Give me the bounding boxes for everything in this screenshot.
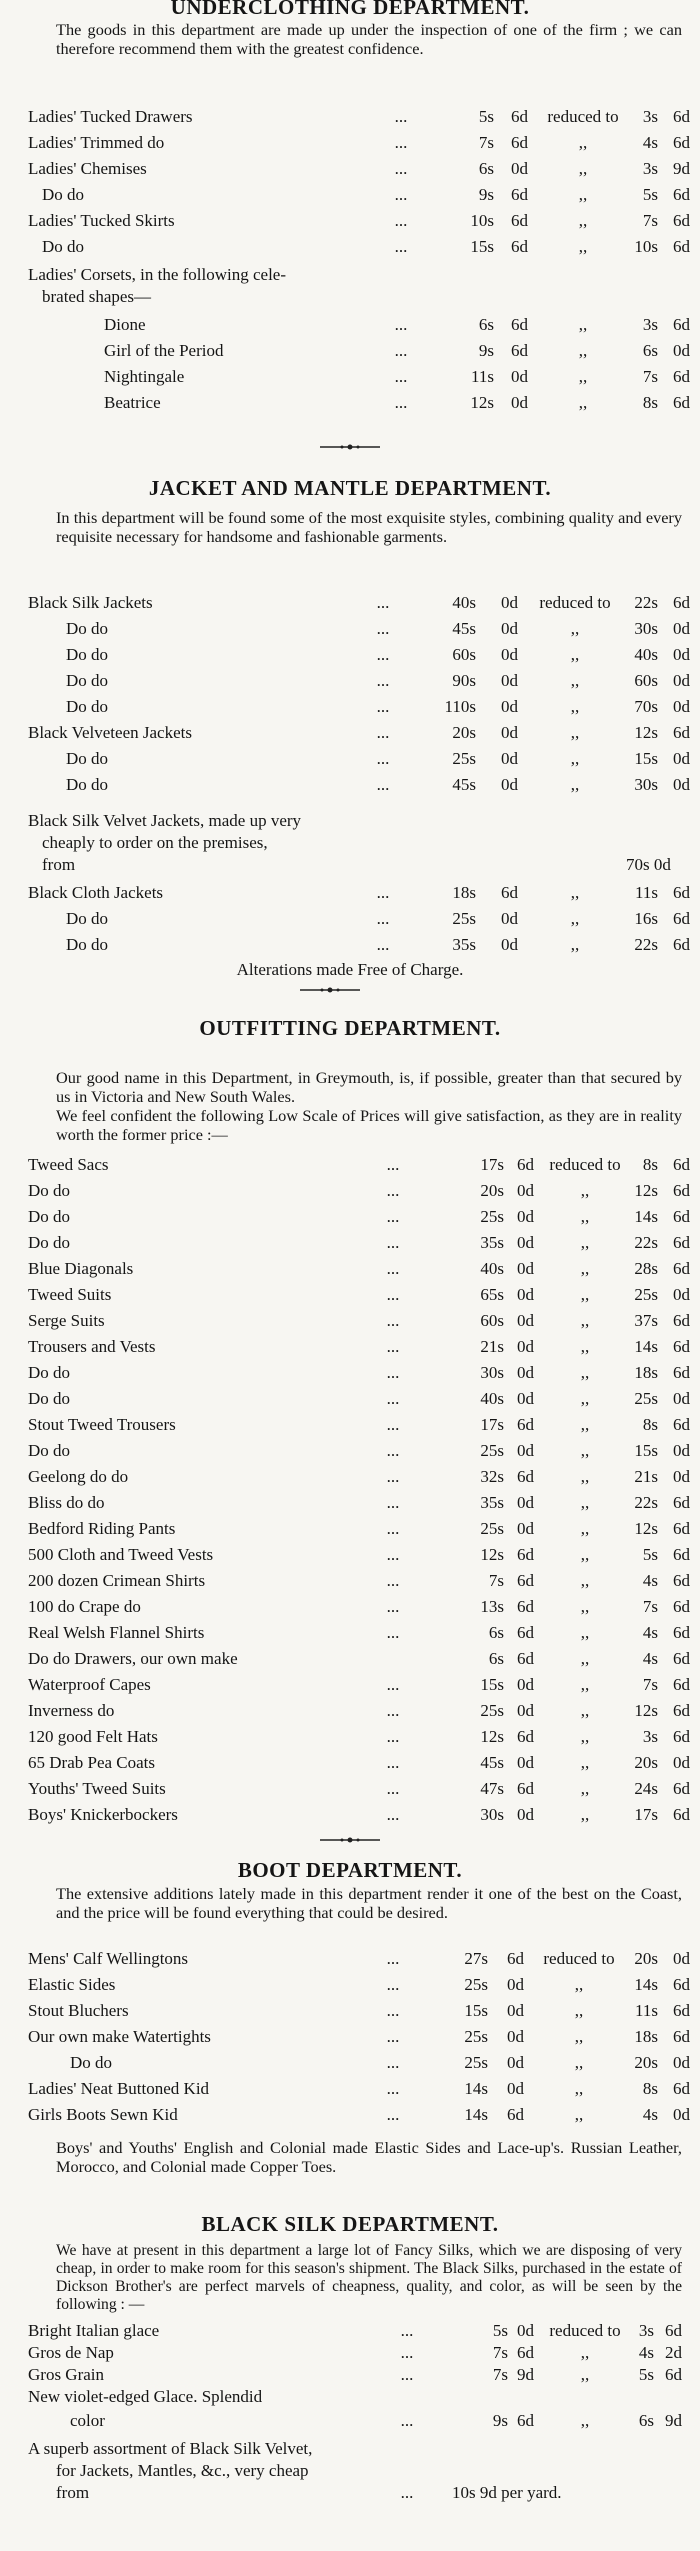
price-row: Black Silk Jackets ... 40s 0d reduced to 22s 6d xyxy=(28,593,690,612)
alterations-note: Alterations made Free of Charge. xyxy=(236,960,464,979)
price-row: Do do ... 9s 6d ,, 5s 6d xyxy=(42,185,690,204)
jacket-intro xyxy=(28,508,682,546)
price-row: Do do ... 25s 0d ,, 15s 0d xyxy=(66,749,690,768)
price-row: Bright Italian glace ... 5s 0d reduced to 3s 6d xyxy=(28,2321,682,2340)
jacket-title: JACKET AND MANTLE DEPARTMENT. xyxy=(148,476,552,500)
velvet-jackets-from: from xyxy=(42,855,76,874)
jacket-intro-text: In this department will be found some of the most exquisite styles, combining quality and every requisite necessary for handsome and fashionable garments. xyxy=(56,508,682,546)
price-row: Do do ... 40s 0d ,, 25s 0d xyxy=(28,1389,690,1408)
price-row: Do do ... 90s 0d ,, 60s 0d xyxy=(66,671,690,690)
price-row: Ladies' Neat Buttoned Kid ... 14s 0d ,, 8s 6d xyxy=(28,2079,690,2098)
price-row: Dione ... 6s 6d ,, 3s 6d xyxy=(104,315,690,334)
price-row: color ... 9s 6d ,, 6s 9d xyxy=(70,2411,682,2430)
underclothing-intro xyxy=(28,20,682,58)
price-row: 65 Drab Pea Coats ... 45s 0d ,, 20s 0d xyxy=(28,1753,690,1772)
outfitting-title: OUTFITTING DEPARTMENT. xyxy=(199,1016,501,1040)
price-row: Do do ... 20s 0d ,, 12s 6d xyxy=(28,1181,690,1200)
violet-glace-label: New violet-edged Glace. Splendid xyxy=(28,2387,263,2406)
price-row: Do do ... 110s 0d ,, 70s 0d xyxy=(66,697,690,716)
price-row: Bliss do do ... 35s 0d ,, 22s 6d xyxy=(28,1493,690,1512)
boot-intro xyxy=(28,1884,682,1922)
price-row: Do do ... 35s 0d ,, 22s 6d xyxy=(66,935,690,954)
price-row: Beatrice ... 12s 0d ,, 8s 6d xyxy=(104,393,690,412)
price-row: Gros Grain ... 7s 9d ,, 5s 6d xyxy=(28,2365,682,2384)
silk-intro-text: We have at present in this department a large lot of Fancy Silks, which we are disposing of very cheap, in order to make room for this season's shipment. The Black Silks, purchased in the estate of Dickson Brother's are perfect marvels of cheapness, quality, and color, as will be seen by the following : — xyxy=(56,2242,682,2313)
price-row: Girls Boots Sewn Kid ... 14s 6d ,, 4s 0d xyxy=(28,2105,690,2124)
price-row: Tweed Suits ... 65s 0d ,, 25s 0d xyxy=(28,1285,690,1304)
price-row: Waterproof Capes ... 15s 0d ,, 7s 6d xyxy=(28,1675,690,1694)
price-row: Do do ... 60s 0d ,, 40s 0d xyxy=(66,645,690,664)
price-row: Real Welsh Flannel Shirts ... 6s 6d ,, 4s 6d xyxy=(28,1623,690,1642)
boot-title: BOOT DEPARTMENT. xyxy=(237,1858,463,1882)
price-row: Gros de Nap ... 7s 6d ,, 4s 2d xyxy=(28,2343,682,2362)
divider-ornament xyxy=(320,1836,380,1844)
price-row: Trousers and Vests ... 21s 0d ,, 14s 6d xyxy=(28,1337,690,1356)
price-row: Do do ... 25s 0d ,, 14s 6d xyxy=(28,1207,690,1226)
price-row: Girl of the Period ... 9s 6d ,, 6s 0d xyxy=(104,341,690,360)
price-row: Inverness do ... 25s 0d ,, 12s 6d xyxy=(28,1701,690,1720)
corsets-label-cont: brated shapes— xyxy=(42,287,152,306)
silk-velvet-label: A superb assortment of Black Silk Velvet, xyxy=(28,2439,313,2458)
price-row: 100 do Crape do ... 13s 6d ,, 7s 6d xyxy=(28,1597,690,1616)
price-row: Bedford Riding Pants ... 25s 0d ,, 12s 6d xyxy=(28,1519,690,1538)
outfitting-intro-1: Our good name in this Department, in Greymouth, is, if possible, greater than that secured by us in Victoria and New South Wales. xyxy=(56,1068,682,1106)
price-row: Do do ... 35s 0d ,, 22s 6d xyxy=(28,1233,690,1252)
divider-ornament xyxy=(320,443,380,451)
price-row: 120 good Felt Hats ... 12s 6d ,, 3s 6d xyxy=(28,1727,690,1746)
price-row: Youths' Tweed Suits ... 47s 6d ,, 24s 6d xyxy=(28,1779,690,1798)
price-row: Ladies' Chemises ... 6s 0d ,, 3s 9d xyxy=(28,159,690,178)
price-row: 500 Cloth and Tweed Vests ... 12s 6d ,, 5s 6d xyxy=(28,1545,690,1564)
boot-intro-text: The extensive additions lately made in this department render it one of the best on the Coast, and the price will be found everything that could be desired. xyxy=(56,1884,682,1922)
price-row: Do do ... 25s 0d ,, 20s 0d xyxy=(70,2053,690,2072)
price-row: Blue Diagonals ... 40s 0d ,, 28s 6d xyxy=(28,1259,690,1278)
price-row: Do do ... 30s 0d ,, 18s 6d xyxy=(28,1363,690,1382)
outfitting-intro-2: We feel confident the following Low Scale of Prices will give satisfaction, as they are in reality worth the former price :— xyxy=(56,1106,682,1144)
corsets-label: Ladies' Corsets, in the following cele- xyxy=(28,265,286,284)
price-row: Mens' Calf Wellingtons ... 27s 6d reduced to 20s 0d xyxy=(28,1949,690,1968)
price-row: Black Velveteen Jackets ... 20s 0d ,, 12s 6d xyxy=(28,723,690,742)
price-row: Tweed Sacs ... 17s 6d reduced to 8s 6d xyxy=(28,1155,690,1174)
price-row: Do do ... 45s 0d ,, 30s 0d xyxy=(66,619,690,638)
price-row: Ladies' Tucked Drawers ... 5s 6d reduced to 3s 6d xyxy=(28,107,690,126)
outfitting-intro xyxy=(28,1068,682,1144)
velvet-jackets-label: Black Silk Velvet Jackets, made up very xyxy=(28,811,302,830)
price-row: Ladies' Tucked Skirts ... 10s 6d ,, 7s 6d xyxy=(28,211,690,230)
silk-velvet-label-cont: for Jackets, Mantles, &c., very cheap xyxy=(56,2461,309,2480)
underclothing-title: UNDERCLOTHING DEPARTMENT. xyxy=(170,0,530,19)
price-row: Do do ... 45s 0d ,, 30s 0d xyxy=(66,775,690,794)
price-row: from ... 10s 9d per yard. xyxy=(56,2483,562,2502)
boot-outro xyxy=(28,2138,682,2176)
price-row: Do do Drawers, our own make 6s 6d ,, 4s 6d xyxy=(28,1649,690,1668)
boot-outro-text: Boys' and Youths' English and Colonial made Elastic Sides and Lace-up's. Russian Leather, Morocco, and Colonial made Copper Toes. xyxy=(56,2138,682,2176)
price-row: Boys' Knickerbockers ... 30s 0d ,, 17s 6d xyxy=(28,1805,690,1824)
price-row: Geelong do do ... 32s 6d ,, 21s 0d xyxy=(28,1467,690,1486)
price-row: Our own make Watertights ... 25s 0d ,, 18s 6d xyxy=(28,2027,690,2046)
price-row: Stout Bluchers ... 15s 0d ,, 11s 6d xyxy=(28,2001,690,2020)
velvet-jackets-label-cont: cheaply to order on the premises, xyxy=(42,833,268,852)
price-row: Do do ... 25s 0d ,, 15s 0d xyxy=(28,1441,690,1460)
price-row: Do do ... 15s 6d ,, 10s 6d xyxy=(42,237,690,256)
silk-intro xyxy=(28,2242,682,2314)
price-row: Elastic Sides ... 25s 0d ,, 14s 6d xyxy=(28,1975,690,1994)
velvet-jackets-price: 70s 0d xyxy=(626,855,671,874)
price-row: Black Cloth Jackets ... 18s 6d ,, 11s 6d xyxy=(28,883,690,902)
price-row: 200 dozen Crimean Shirts ... 7s 6d ,, 4s 6d xyxy=(28,1571,690,1590)
price-row: Ladies' Trimmed do ... 7s 6d ,, 4s 6d xyxy=(28,133,690,152)
price-row: Stout Tweed Trousers ... 17s 6d ,, 8s 6d xyxy=(28,1415,690,1434)
price-row: Nightingale ... 11s 0d ,, 7s 6d xyxy=(104,367,690,386)
price-row: Serge Suits ... 60s 0d ,, 37s 6d xyxy=(28,1311,690,1330)
price-row: Do do ... 25s 0d ,, 16s 6d xyxy=(66,909,690,928)
silk-title: BLACK SILK DEPARTMENT. xyxy=(201,2212,499,2236)
underclothing-intro-text: The goods in this department are made up under the inspection of one of the firm ; we can therefore recommend them with the greatest confidence. xyxy=(56,20,682,58)
divider-ornament xyxy=(300,986,360,994)
